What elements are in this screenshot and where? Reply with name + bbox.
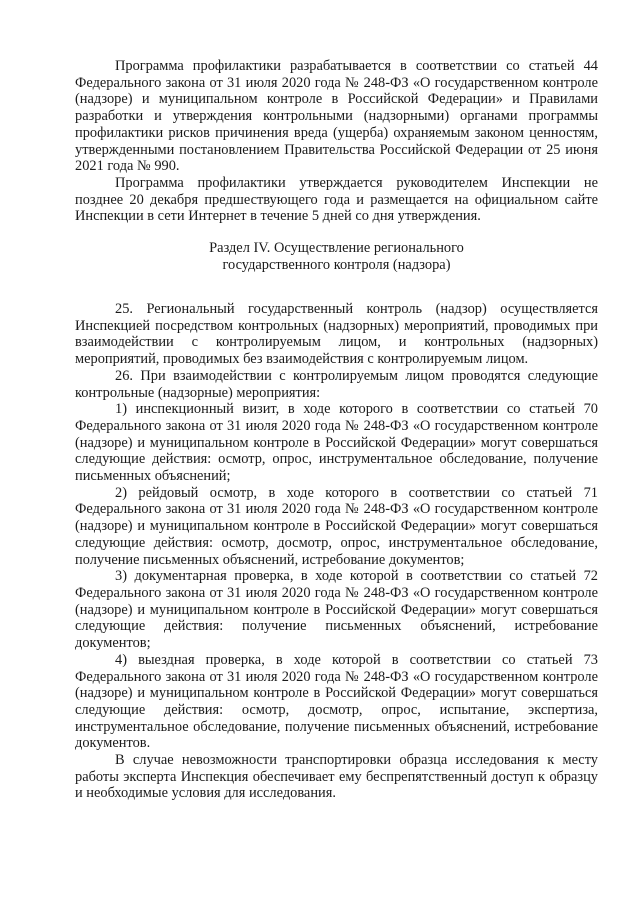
paragraph-sample-transport: В случае невозможности транспортировки образца исследования к месту работы эксперта Инспекция обеспечивает ему беспрепятственный доступ к образцу и необходимые условия для исследования.	[75, 752, 598, 802]
list-item-raid-inspection: 2) рейдовый осмотр, в ходе которого в соответствии со статьей 71 Федерального закона от 31 июля 2020 года № 248-ФЗ «О государственном контроле (надзоре) и муниципальном контроле в Российской Федерации» могут совершаться следующие действия: осмотр, досмотр, опрос, инструментальное обследование, получение письменных объяснений, истребование документов;	[75, 484, 598, 568]
section-heading-line-1: Раздел IV. Осуществление регионального	[209, 240, 464, 257]
list-item-inspection-visit: 1) инспекционный визит, в ходе которого в соответствии со статьей 70 Федерального закона от 31 июля 2020 года № 248-ФЗ «О государственном контроле (надзоре) и муниципальном контроле в Российской Федерации» могут совершаться следующие действия: осмотр, опрос, инструментальное обследование, получение письменных объяснений;	[75, 401, 598, 485]
document-page	[75, 58, 598, 802]
paragraph-item-25: 25. Региональный государственный контроль (надзор) осуществляется Инспекцией посредством контрольных (надзорных) мероприятий, проводимых при взаимодействии с контролируемым лицом, и контрольных (надзорных) мероприятий, проводимых без взаимодействия с контролируемым лицом.	[75, 301, 598, 368]
paragraph-program-approval: Программа профилактики утверждается руководителем Инспекции не позднее 20 декабря предшествующего года и размещается на официальном сайте Инспекции в сети Интернет в течение 5 дней со дня утверждения.	[75, 174, 598, 225]
paragraph-item-26: 26. При взаимодействии с контролируемым лицом проводятся следующие контрольные (надзорные) мероприятия:	[75, 367, 598, 401]
section-heading	[75, 240, 598, 274]
list-item-documentary-check: 3) документарная проверка, в ходе которой в соответствии со статьей 72 Федерального закона от 31 июля 2020 года № 248-ФЗ «О государственном контроле (надзоре) и муниципальном контроле в Российской Федерации» могут совершаться следующие действия: получение письменных объяснений, истребование документов;	[75, 568, 598, 652]
section-heading-line-2: государственного контроля (надзора)	[222, 257, 451, 274]
paragraph-program-development: Программа профилактики разрабатывается в соответствии со статьей 44 Федерального закона от 31 июля 2020 года № 248-ФЗ «О государственном контроле (надзоре) и муниципальном контроле в Российской Федерации» и Правилами разработки и утверждения контрольными (надзорными) органами программы профилактики рисков причинения вреда (ущерба) охраняемым законом ценностям, утвержденными постановлением Правительства Российской Федерации от 25 июня 2021 года № 990.	[75, 58, 598, 175]
list-item-onsite-check: 4) выездная проверка, в ходе которой в соответствии со статьей 73 Федерального закона от 31 июля 2020 года № 248-ФЗ «О государственном контроле (надзоре) и муниципальном контроле в Российской Федерации» могут совершаться следующие действия: осмотр, досмотр, опрос, испытание, экспертиза, инструментальное обследование, получение письменных объяснений, истребование документов.	[75, 651, 598, 752]
